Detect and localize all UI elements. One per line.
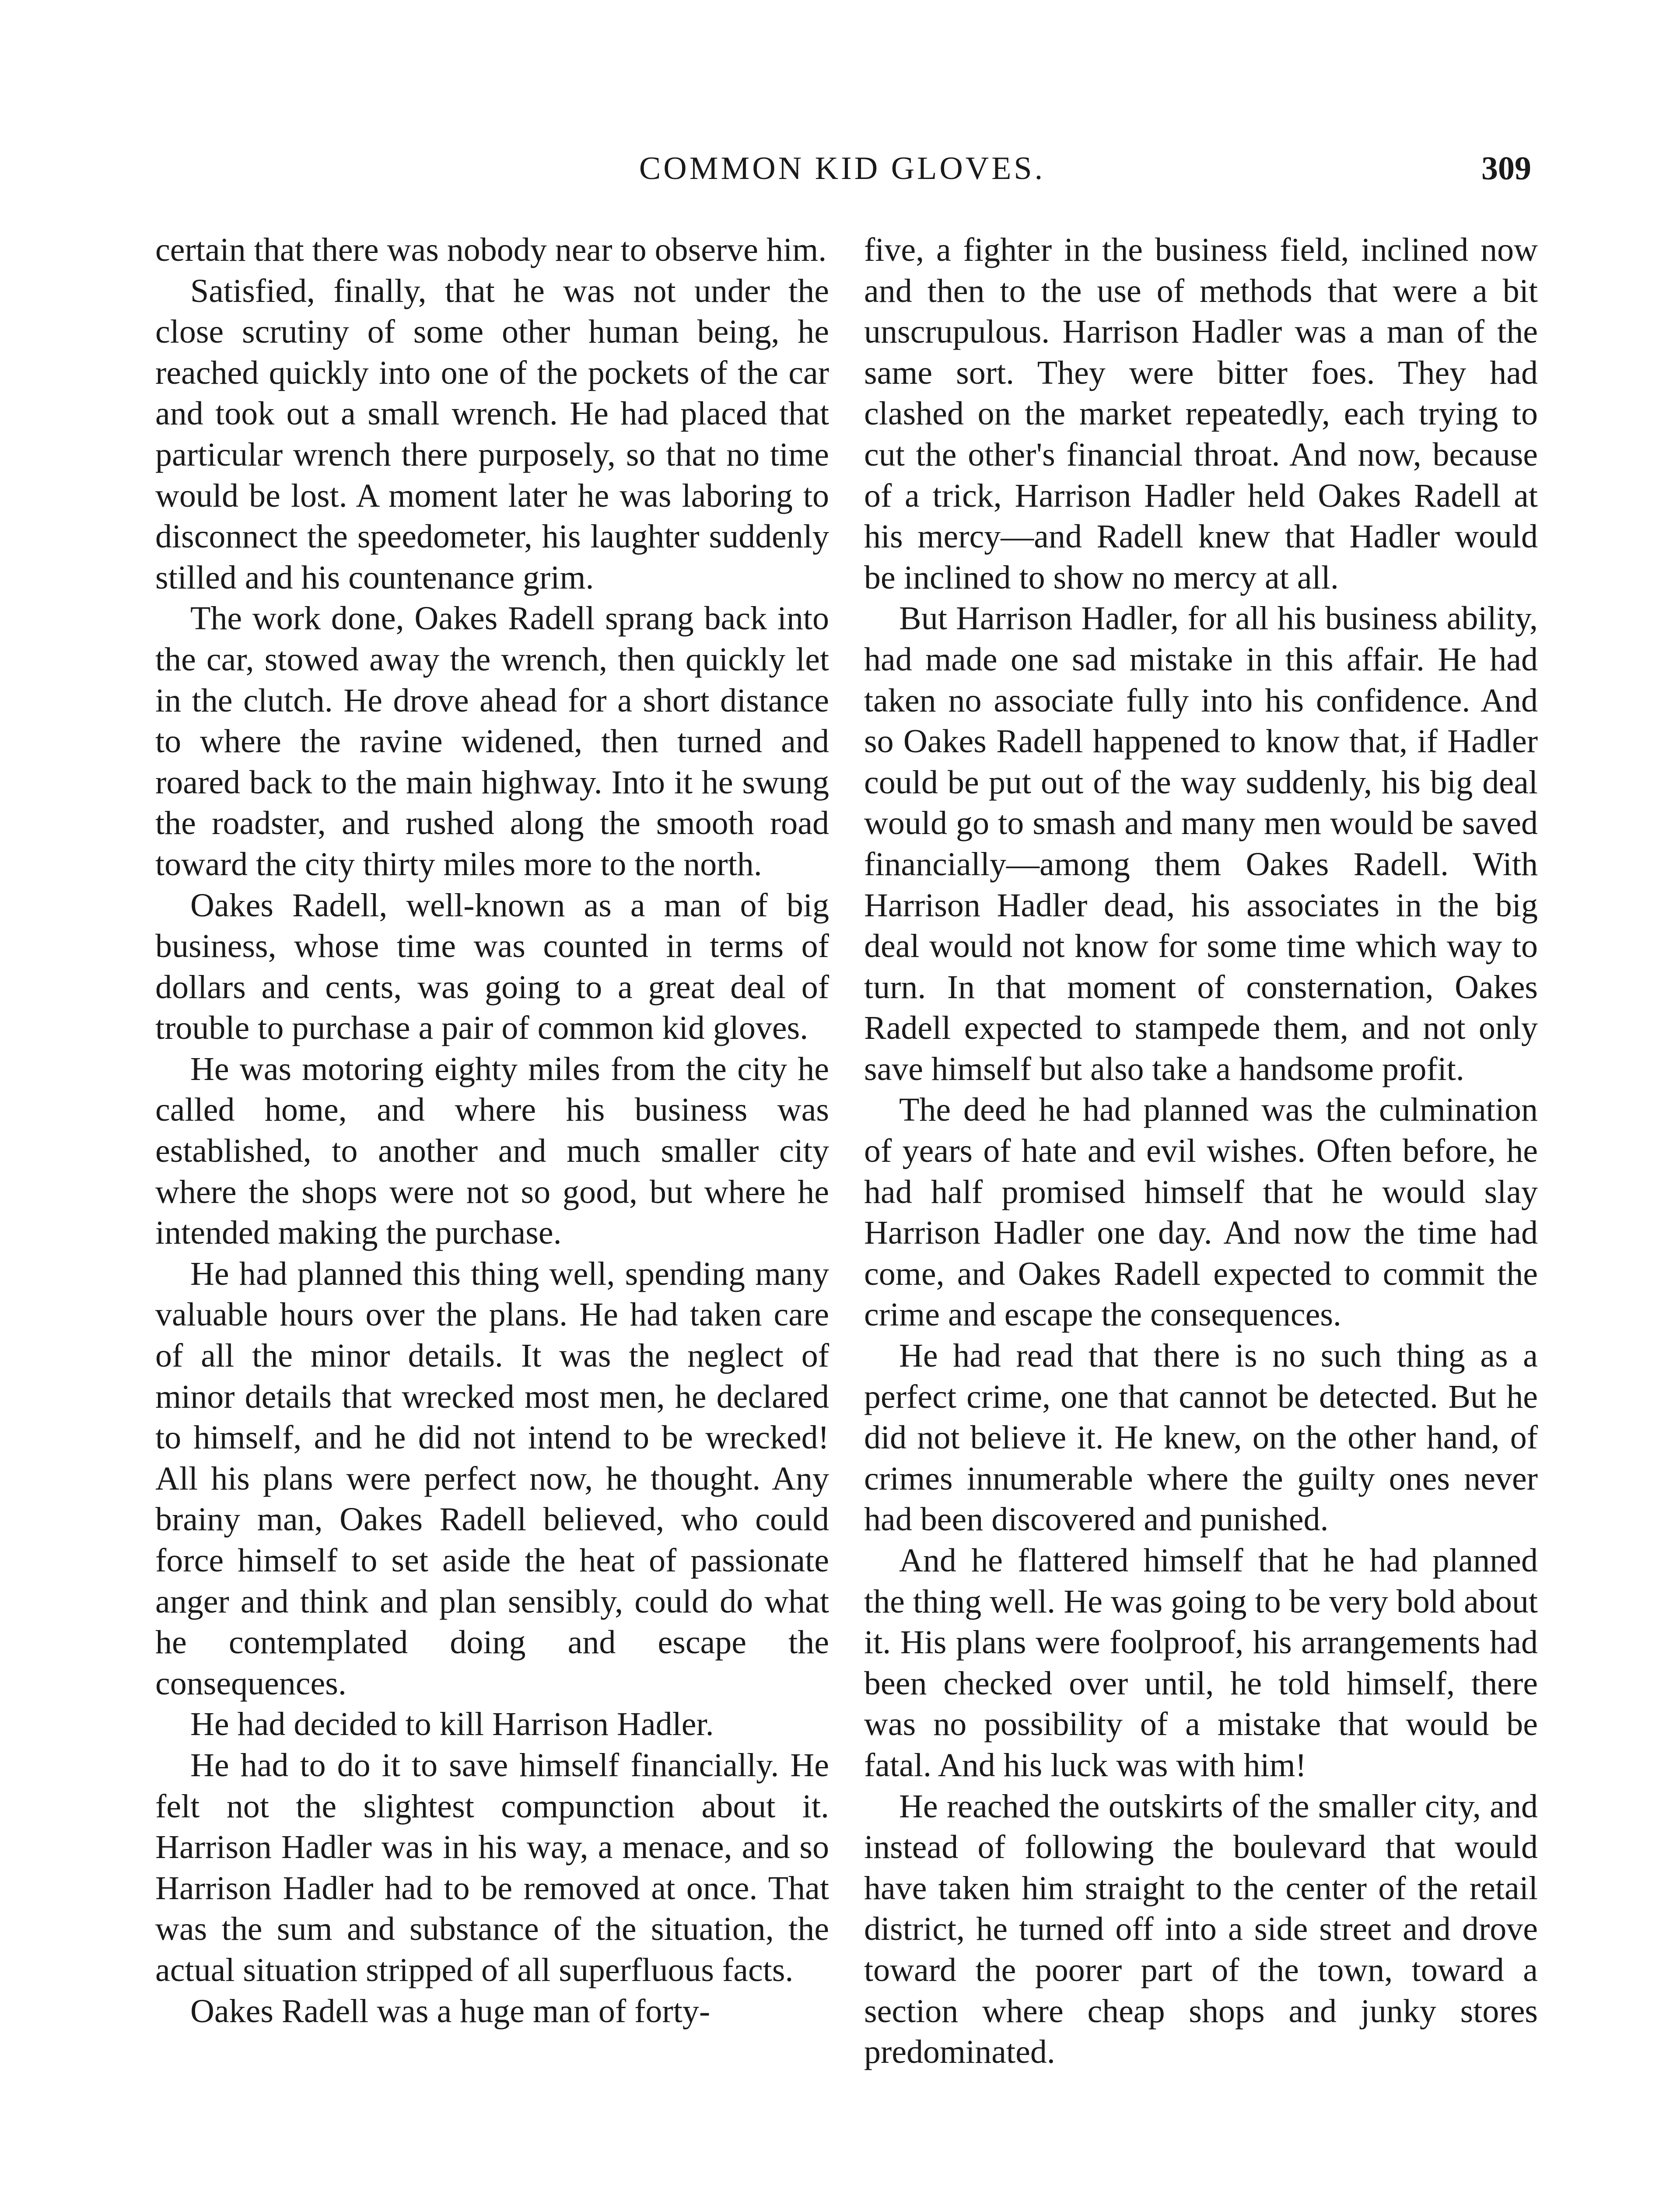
running-head [153,147,1531,199]
paragraph: He reached the outskirts of the smaller city, and instead of following the boulevard that would have taken him straight to the center of the retail district, he turned off into a side street and drove toward the poorer part of the town, toward a section where cheap shops and junky stores predominated. [864,1788,1538,2071]
paragraph: Oakes Radell was a huge man of forty- [190,1992,710,2030]
paragraph: He was motoring eighty miles from the city he called home, and where his business was established, to another and much smaller city where the shops were not so good, but where he intended making the purchase. [155,1050,829,1252]
paragraph: certain that there was nobody near to observe him. [155,231,827,268]
right-column [864,230,1538,2073]
paragraph: The deed he had planned was the culmination of years of hate and evil wishes. Often before, he had half promised himself that he would slay Harrison Hadler one day. And now the time had come, and Oakes Radell expected to commit the crime and escape the consequences. [864,1091,1538,1333]
paragraph: He had decided to kill Harrison Hadler. [190,1706,714,1743]
paragraph: He had read that there is no such thing as a perfect crime, one that cannot be detected. But he did not believe it. He knew, on the other hand, of crimes innumerable where the guilty ones never had been discovered and punished. [864,1337,1538,1538]
running-title: COMMON KID GLOVES. [639,151,1046,186]
paragraph: Oakes Radell, well-known as a man of big business, whose time was counted in terms of dollars and cents, was going to a great deal of trouble to purchase a pair of common kid gloves. [155,887,829,1047]
paragraph: But Harrison Hadler, for all his business ability, had made one sad mistake in this affair. He had taken no associate fully into his confidence. And so Oakes Radell happened to know that, if Hadler could be put out of the way suddenly, his big deal would go to smash and many men would be saved financially—among them Oakes Radell. With Harrison Hadler dead, his associates in the big deal would not know for some time which way to turn. In that moment of consternation, Oakes Radell expected to stampede them, and not only save himself but also take a handsome profit. [864,600,1538,1087]
paragraph: five, a fighter in the business field, inclined now and then to the use of methods that were a bit unscrupulous. Harrison Hadler was a man of the same sort. They were bitter foes. They had clashed on the market repeatedly, each trying to cut the other's financial throat. And now, because of a trick, Harrison Hadler held Oakes Radell at his mercy—and Radell knew that Hadler would be inclined to show no mercy at all. [864,231,1538,596]
left-column [155,230,829,2032]
page-number: 309 [1481,150,1531,187]
paragraph: Satisfied, finally, that he was not under the close scrutiny of some other human being, he reached quickly into one of the pockets of the car and took out a small wrench. He had placed that particular wrench there purposely, so that no time would be lost. A moment later he was laboring to disconnect the speedometer, his laughter suddenly stilled and his countenance grim. [155,272,829,596]
paragraph: He had to do it to save himself financially. He felt not the slightest compunction about it. Harrison Hadler was in his way, a menace, and so Harrison Hadler had to be removed at once. That was the sum and substance of the situation, the actual situation stripped of all superfluous facts. [155,1746,829,1988]
paragraph: He had planned this thing well, spending many valuable hours over the plans. He had taken care of all the minor details. It was the neglect of minor details that wrecked most men, he declared to himself, and he did not intend to be wrecked! All his plans were perfect now, he thought. Any brainy man, Oakes Radell believed, who could force himself to set aside the heat of passionate anger and think and plan sensibly, could do what he contemplated doing and escape the consequences. [155,1255,829,1702]
paragraph: The work done, Oakes Radell sprang back into the car, stowed away the wrench, then quickly let in the clutch. He drove ahead for a short distance to where the ravine widened, then turned and roared back to the main highway. Into it he swung the roadster, and rushed along the smooth road toward the city thirty miles more to the north. [155,600,829,883]
paragraph: And he flattered himself that he had planned the thing well. He was going to be very bold about it. His plans were foolproof, his arrangements had been checked over until, he told himself, there was no possibility of a mistake that would be fatal. And his luck was with him! [864,1542,1538,1784]
